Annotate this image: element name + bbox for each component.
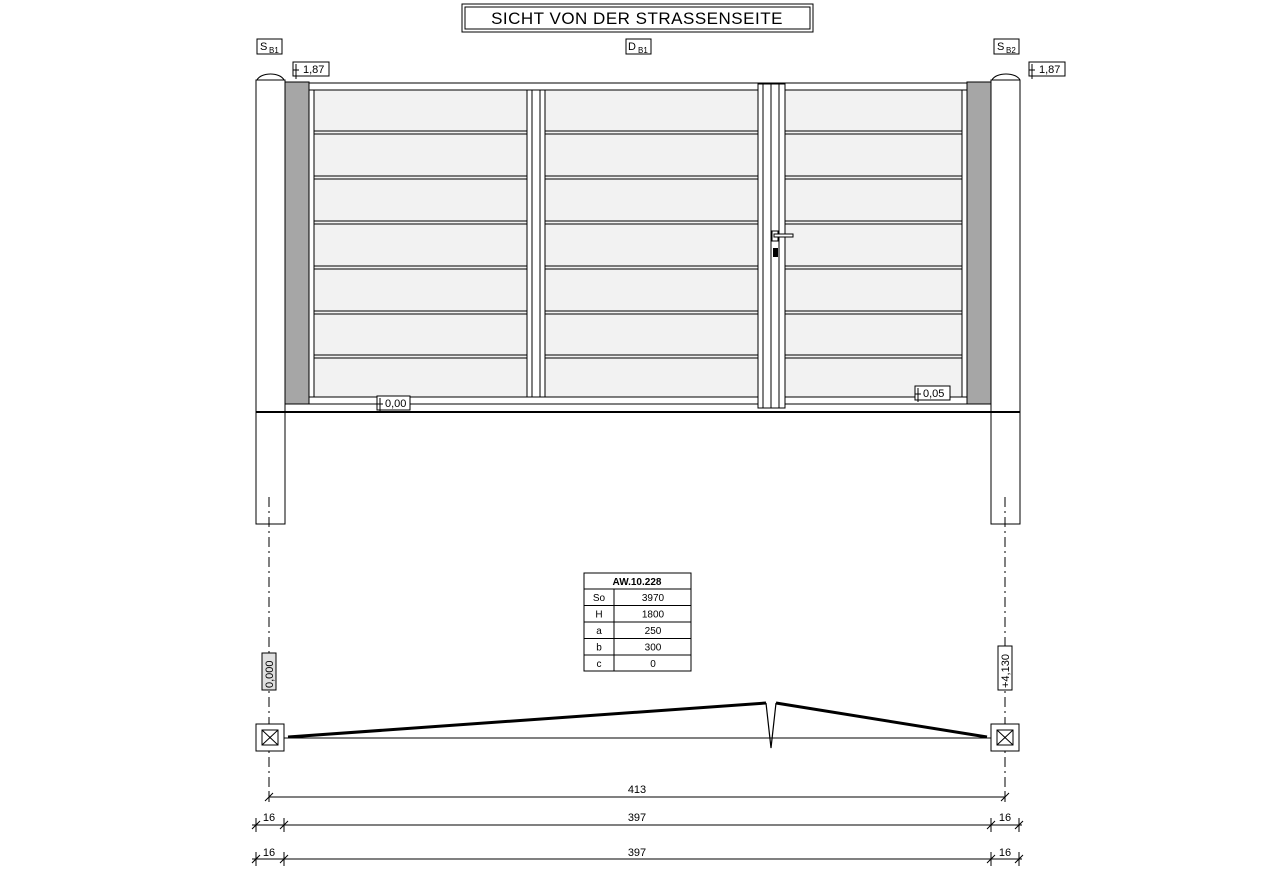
dimension-row2-middle: 397 <box>627 847 647 859</box>
spec-row-key: a <box>596 626 602 637</box>
elevation-tag-left-top <box>293 62 329 79</box>
marker-gate-sub: B1 <box>638 46 648 55</box>
dimension-row1-middle: 397 <box>627 812 647 824</box>
plan-post-right <box>991 724 1019 751</box>
spec-row-value: 3970 <box>641 593 665 604</box>
elevation-bottom-left-text: 0,00 <box>385 398 407 410</box>
marker-right-main: S <box>997 41 1005 53</box>
spec-row-value: 250 <box>644 626 662 637</box>
spec-row-key: c <box>596 659 602 670</box>
marker-right-post <box>994 39 1019 55</box>
dimension-row2-right: 16 <box>998 847 1012 859</box>
title-box <box>462 4 813 32</box>
marker-left-post <box>257 39 282 55</box>
plan-post-left <box>256 724 284 751</box>
spec-row-key: b <box>596 642 602 654</box>
elevation-right-top-text: 1,87 <box>1039 64 1061 76</box>
spec-row-key: So <box>592 593 606 604</box>
elevation-tag-right-top <box>1029 62 1065 79</box>
elevation-right-vertical-text: +4,130 <box>1000 654 1012 688</box>
elevation-bottom-right-text: 0,05 <box>923 388 945 400</box>
dimension-row2-left: 16 <box>262 847 276 859</box>
spec-table-header: AW.10.228 <box>612 577 662 588</box>
elevation-tag-bottom-left <box>377 396 410 412</box>
spec-row-value: 1800 <box>641 609 665 621</box>
marker-gate-main: D <box>628 41 636 53</box>
dimension-row1-left: 16 <box>262 812 276 824</box>
spec-row-key: H <box>595 609 603 621</box>
dimension-row1-right: 16 <box>998 812 1012 824</box>
marker-right-sub: B2 <box>1006 46 1016 55</box>
plan-gate-swing <box>284 703 991 748</box>
spec-row-value: 300 <box>644 642 662 654</box>
marker-gate <box>626 39 651 55</box>
post-left <box>256 80 309 524</box>
lock-cylinder-icon <box>773 248 778 257</box>
spec-table <box>584 573 691 671</box>
elevation-left-top-text: 1,87 <box>303 64 325 76</box>
dimension-overall-text: 413 <box>627 784 647 796</box>
marker-left-sub: B1 <box>269 46 279 55</box>
post-right <box>967 80 1020 524</box>
post-cap-left <box>257 74 284 80</box>
marker-left-main: S <box>260 41 268 53</box>
elevation-tag-left-vertical <box>262 653 276 690</box>
post-cap-right <box>992 74 1020 80</box>
elevation-tag-bottom-right <box>915 386 950 402</box>
elevation-left-vertical-text: 0,000 <box>264 660 276 688</box>
gate-infill-panels <box>314 84 962 408</box>
title-text: SICHT VON DER STRASSENSEITE <box>491 9 783 28</box>
spec-row-value: 0 <box>650 659 656 670</box>
elevation-tag-right-vertical <box>998 646 1012 690</box>
